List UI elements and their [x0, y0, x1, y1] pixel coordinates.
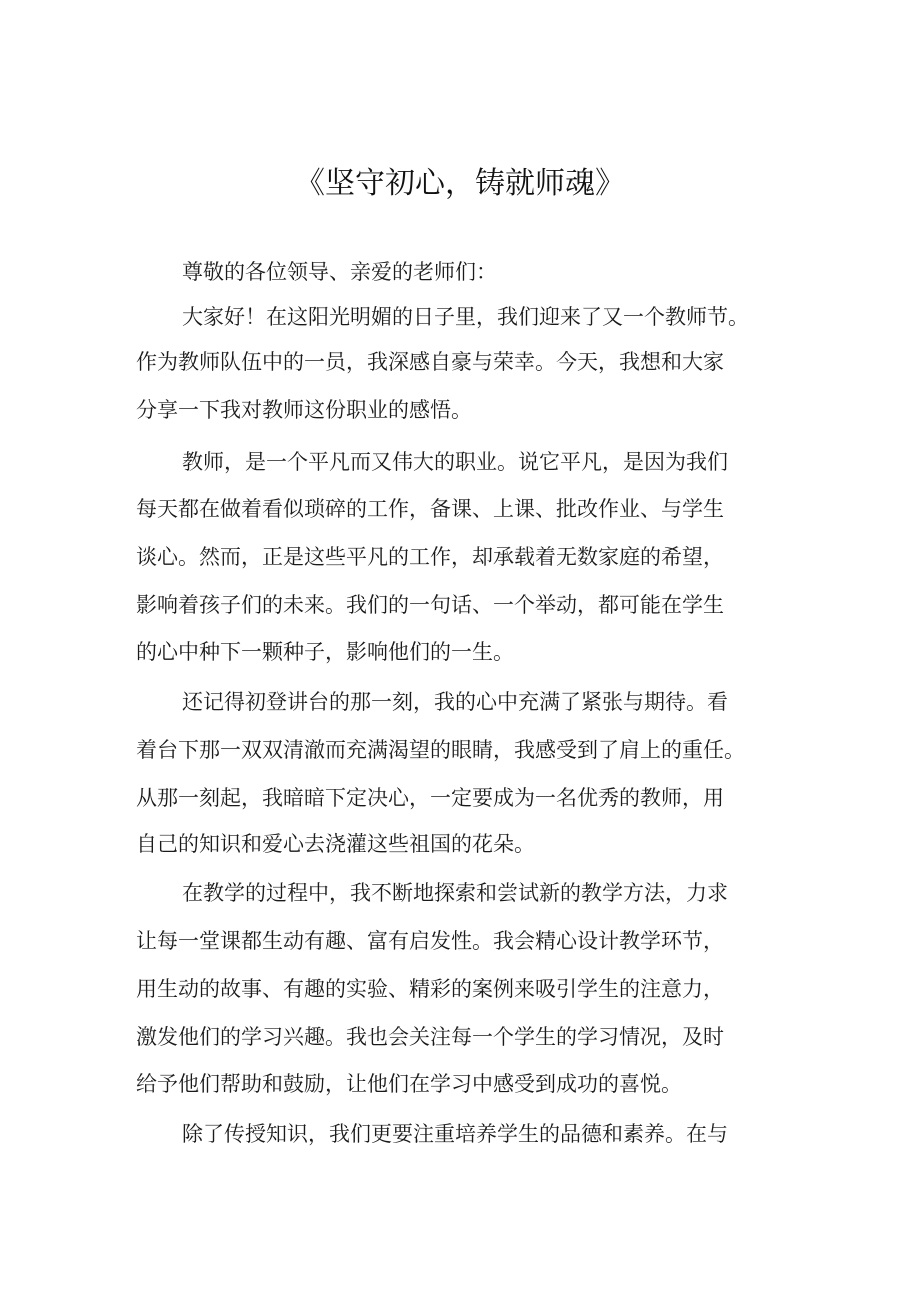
paragraph-line: 用生动的故事、有趣的实验、精彩的案例来吸引学生的注意力，	[136, 977, 724, 1001]
paragraph-line: 着台下那一双双清澈而充满渴望的眼睛，我感受到了肩上的重任。	[136, 738, 745, 762]
paragraph-line: 激发他们的学习兴趣。我也会关注每一个学生的学习情况，及时	[136, 1025, 724, 1049]
paragraph-line: 每天都在做着看似琐碎的工作，备课、上课、批改作业、与学生	[136, 497, 724, 521]
paragraph-line: 影响着孩子们的未来。我们的一句话、一个举动，都可能在学生	[136, 593, 724, 617]
paragraph-line: 教师，是一个平凡而又伟大的职业。说它平凡，是因为我们	[182, 450, 728, 474]
paragraph-line: 还记得初登讲台的那一刻，我的心中充满了紧张与期待。看	[182, 690, 728, 714]
paragraph-line: 在教学的过程中，我不断地探索和尝试新的教学方法，力求	[182, 881, 728, 905]
paragraph-line: 大家好！在这阳光明媚的日子里，我们迎来了又一个教师节。	[182, 305, 749, 329]
document-title: 《坚守初心，铸就师魂》	[295, 166, 625, 201]
paragraph-line: 给予他们帮助和鼓励，让他们在学习中感受到成功的喜悦。	[136, 1072, 682, 1096]
paragraph-line: 从那一刻起，我暗暗下定决心，一定要成为一名优秀的教师，用	[136, 786, 724, 810]
salutation-line: 尊敬的各位领导、亲爱的老师们：	[182, 260, 497, 284]
paragraph-line: 分享一下我对教师这份职业的感悟。	[136, 398, 472, 422]
paragraph-line: 谈心。然而，正是这些平凡的工作，却承载着无数家庭的希望，	[136, 545, 724, 569]
paragraph-line: 的心中种下一颗种子，影响他们的一生。	[136, 640, 514, 664]
paragraph-line: 作为教师队伍中的一员，我深感自豪与荣幸。今天，我想和大家	[136, 350, 724, 374]
paragraph-line: 让每一堂课都生动有趣、富有启发性。我会精心设计教学环节，	[136, 929, 724, 953]
paragraph-line: 自己的知识和爱心去浇灌这些祖国的花朵。	[136, 832, 535, 856]
paragraph-line: 除了传授知识，我们更要注重培养学生的品德和素养。在与	[182, 1122, 728, 1146]
